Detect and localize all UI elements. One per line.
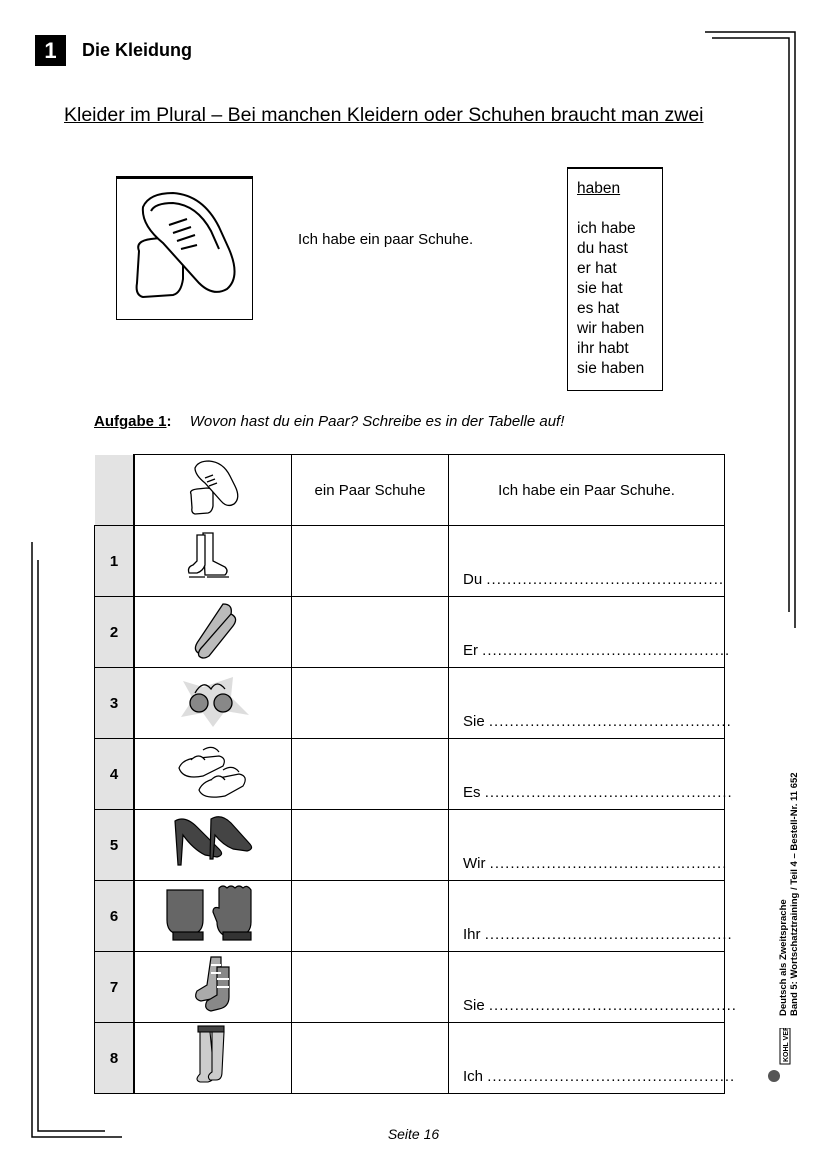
table-row (95, 668, 725, 739)
row-image-cell (134, 597, 292, 668)
slippers-icon (183, 600, 243, 660)
answer-dots: .............................................. (486, 571, 725, 588)
answer-cell[interactable] (292, 952, 449, 1023)
answer-dots: ................................................ (484, 926, 733, 943)
row-image-cell (134, 810, 292, 881)
header-col3: Ich habe ein Paar Schuhe. (449, 455, 725, 526)
socks-icon (183, 953, 243, 1017)
earmuffs-icon (173, 671, 253, 731)
answer-dots: ................................................ (487, 1068, 736, 1085)
row-number: 2 (95, 597, 135, 668)
header-empty-cell (95, 455, 135, 526)
publisher-logo-icon (764, 1028, 798, 1084)
row-image-cell (134, 952, 292, 1023)
sentence-cell[interactable] (449, 597, 731, 668)
answer-dots: .............................................. (489, 855, 728, 872)
row-number: 1 (95, 526, 135, 597)
sentence-cell[interactable] (449, 1023, 736, 1094)
pronoun: Ihr (463, 926, 481, 943)
conjugation-form: sie hat (577, 280, 623, 297)
header-col2: ein Paar Schuhe (292, 455, 449, 526)
conjugation-form: es hat (577, 300, 620, 317)
pronoun: Wir (463, 855, 486, 872)
answer-cell[interactable] (292, 526, 449, 597)
row-image-cell (134, 668, 292, 739)
row-number: 7 (95, 952, 135, 1023)
pronoun: Sie (463, 997, 485, 1014)
pronoun: Es (463, 784, 481, 801)
conjugation-box (567, 167, 663, 391)
imprint-line1: Deutsch als Zweitsprache (778, 899, 789, 1016)
sentence-cell[interactable] (449, 810, 728, 881)
exercise-table (94, 454, 737, 1094)
table-row (95, 881, 725, 952)
page-number: Seite 16 (387, 1126, 440, 1142)
row-number: 5 (95, 810, 135, 881)
answer-dots: ............................................... (488, 713, 732, 730)
row-number: 4 (95, 739, 135, 810)
table-header-row (95, 455, 725, 526)
answer-cell[interactable] (292, 881, 449, 952)
publisher-name: KOHL VERLAG (783, 1028, 790, 1062)
answer-cell[interactable] (292, 1023, 449, 1094)
stockings-icon (188, 1024, 238, 1088)
row-number: 3 (95, 668, 135, 739)
header-image-cell (134, 455, 292, 526)
row-image-cell (134, 739, 292, 810)
answer-cell[interactable] (292, 597, 449, 668)
conjugation-form: ihr habt (577, 340, 629, 357)
answer-dots: ................................................ (488, 997, 737, 1014)
sentence-cell[interactable] (449, 739, 733, 810)
row-image-cell (134, 1023, 292, 1094)
conjugation-title: haben (577, 180, 621, 197)
sentence-cell[interactable] (449, 526, 725, 597)
shoes-icon (183, 458, 243, 518)
example-image-box (116, 176, 253, 320)
conjugation-form: ich habe (577, 220, 636, 237)
imprint-line2: Band 5: Wortschatztraining / Teil 4 – Bestell-Nr. 11 652 (789, 772, 800, 1016)
publisher-imprint (760, 748, 820, 1088)
conjugation-form: sie haben (577, 360, 645, 377)
example-sentence: Ich habe ein paar Schuhe. (298, 231, 474, 248)
conjugation-form: wir haben (577, 320, 645, 337)
sentence-cell[interactable] (449, 668, 732, 739)
answer-dots: ................................................ (484, 784, 733, 801)
chapter-title: Die Kleidung (82, 40, 193, 60)
table-row (95, 952, 725, 1023)
task-question: Wovon hast du ein Paar? Schreibe es in der Tabelle auf! (189, 413, 565, 430)
shoes-icon (117, 177, 252, 319)
answer-cell[interactable] (292, 668, 449, 739)
chapter-number: 1 (35, 35, 66, 66)
table-row (95, 526, 725, 597)
task-instruction (94, 413, 564, 430)
high-heels-icon (171, 811, 255, 875)
pronoun: Du (463, 571, 483, 588)
sentence-cell[interactable] (449, 881, 733, 952)
row-image-cell (134, 526, 292, 597)
sandals-icon (173, 740, 253, 804)
conjugation-form: er hat (577, 260, 617, 277)
gloves-icon (163, 882, 263, 946)
pronoun: Er (463, 642, 478, 659)
table-row (95, 1023, 725, 1094)
table-row (95, 810, 725, 881)
task-label: Aufgabe 1 (94, 413, 167, 430)
row-number: 6 (95, 881, 135, 952)
sentence-cell[interactable] (449, 952, 737, 1023)
answer-dots: ................................................ (482, 642, 731, 659)
task-colon: : (166, 413, 172, 430)
row-image-cell (134, 881, 292, 952)
answer-cell[interactable] (292, 810, 449, 881)
conjugation-form: du hast (577, 240, 628, 257)
row-number: 8 (95, 1023, 135, 1094)
table-row (95, 739, 725, 810)
answer-cell[interactable] (292, 739, 449, 810)
boots-icon (183, 529, 243, 589)
pronoun: Ich (463, 1068, 484, 1085)
table-row (95, 597, 725, 668)
pronoun: Sie (463, 713, 485, 730)
page-subtitle: Kleider im Plural – Bei manchen Kleidern oder Schuhen braucht man zwei (64, 104, 704, 126)
